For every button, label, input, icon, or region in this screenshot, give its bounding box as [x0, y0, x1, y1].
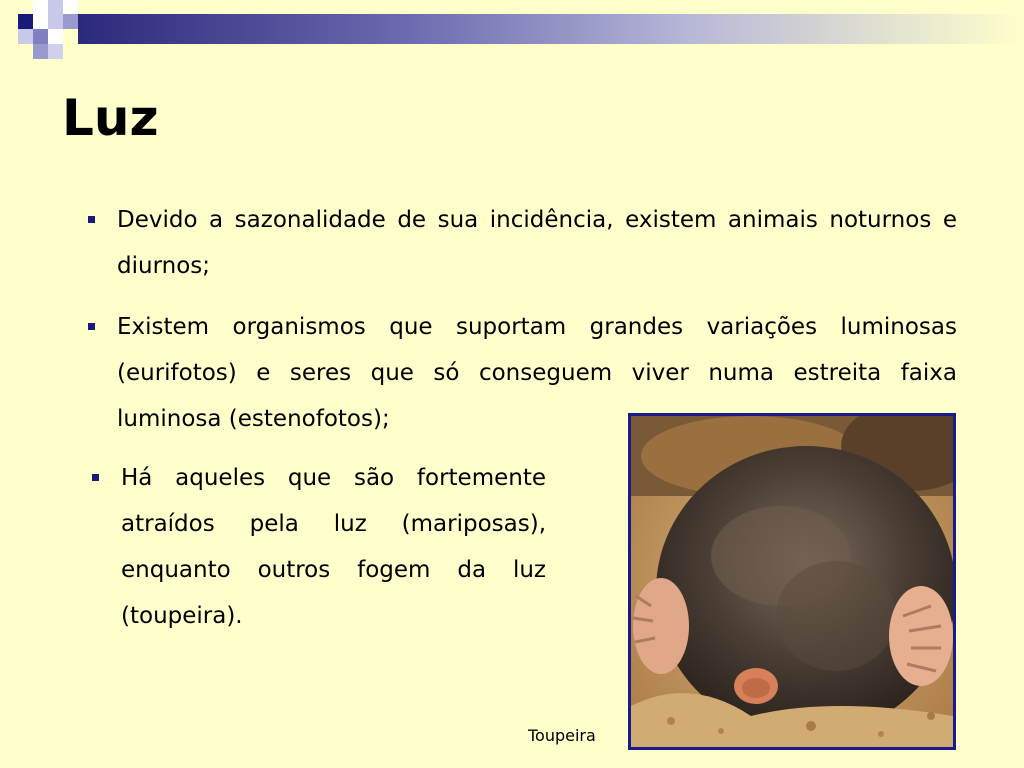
deco-square [48, 0, 63, 14]
deco-square [48, 29, 63, 44]
deco-square [63, 0, 78, 14]
deco-square [33, 0, 48, 14]
deco-square [63, 14, 78, 29]
image-caption: Toupeira [528, 726, 596, 745]
bullet-text: Devido a sazonalidade de sua incidência, existem animais noturnos e diurnos; [117, 207, 957, 279]
deco-square [33, 29, 48, 44]
slide-title: Luz [62, 89, 159, 147]
mole-illustration-icon [631, 416, 953, 747]
deco-square [18, 29, 33, 44]
slide-header-decoration [0, 0, 1024, 62]
bullet-text: Existem organismos que suportam grandes variações luminosas (eurifotos) e seres que só conseguem viver numa estreita faixa luminosa (estenofotos); [117, 314, 957, 432]
header-gradient-bar [78, 14, 1024, 44]
deco-square [48, 44, 63, 59]
mole-photo [628, 413, 956, 750]
deco-square [18, 14, 33, 29]
bullet-square-icon [88, 323, 95, 330]
bullet-text: Há aqueles que são fortemente atraídos pela luz (mariposas), enquanto outros fogem da luz (toupeira). [121, 465, 546, 629]
bullet-square-icon [88, 216, 95, 223]
bullet-square-icon [92, 474, 99, 481]
deco-square [33, 44, 48, 59]
bullet-item [121, 455, 546, 639]
deco-square [48, 14, 63, 29]
bullet-item [117, 197, 957, 289]
deco-square [33, 14, 48, 29]
